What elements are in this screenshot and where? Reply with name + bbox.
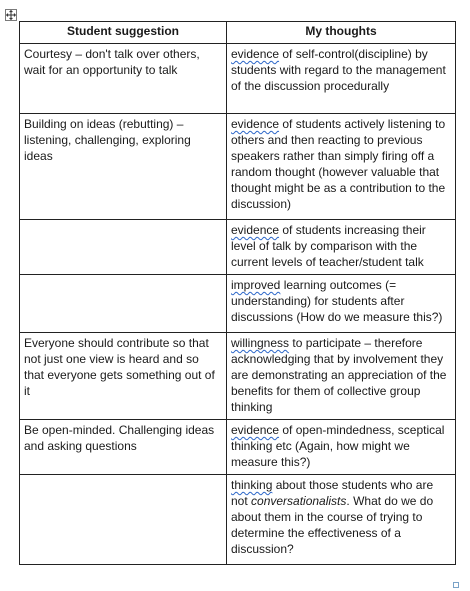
spelling-flagged-word: willingness: [231, 336, 290, 350]
suggestion-cell[interactable]: [20, 220, 227, 275]
header-student-suggestion: Student suggestion: [20, 22, 227, 44]
table-row: [20, 275, 456, 333]
spelling-flagged-word: evidence: [231, 423, 280, 437]
thought-cell[interactable]: [227, 275, 456, 333]
thought-cell[interactable]: [227, 333, 456, 420]
italic-term: conversationalists: [251, 494, 347, 508]
spelling-flagged-word: evidence: [231, 223, 280, 237]
thought-cell[interactable]: [227, 44, 456, 114]
spelling-flagged-word: thinking: [231, 478, 273, 492]
thought-text: learning outcomes (= understanding) for students after discussions (How do we measure this?): [231, 278, 443, 324]
thought-text: of students actively listening to others and then reacting to previous speakers rather than simply firing off a random thought (however valuable that thought might be as a contribution to the discussion): [231, 117, 446, 211]
spelling-flagged-word: evidence: [231, 47, 280, 61]
suggestion-cell[interactable]: [20, 275, 227, 333]
table-row: [20, 220, 456, 275]
spelling-flagged-word: improved: [231, 278, 281, 292]
suggestion-cell[interactable]: Building on ideas (rebutting) – listening, challenging, exploring ideas: [20, 114, 227, 220]
header-my-thoughts: My thoughts: [227, 22, 456, 44]
suggestion-cell[interactable]: Everyone should contribute so that not just one view is heard and so that everyone gets something out of it: [20, 333, 227, 420]
table-resize-handle[interactable]: [453, 582, 459, 588]
table-move-handle-icon[interactable]: [5, 9, 17, 21]
table-header-row: [20, 22, 456, 44]
table-row: [20, 475, 456, 565]
table-row: [20, 333, 456, 420]
suggestion-cell[interactable]: Be open-minded. Challenging ideas and asking questions: [20, 420, 227, 475]
thought-text: of open-mindedness, sceptical thinking etc (Again, how might we measure this?): [231, 423, 445, 469]
thought-text: of self-control(discipline) by students with regard to the management of the discussion procedurally: [231, 47, 446, 93]
suggestion-cell[interactable]: [20, 475, 227, 565]
thought-text: to participate – therefore acknowledging that by involvement they are demonstrating an appreciation of the benefits for them of collective group thinking: [231, 336, 447, 414]
table-row: [20, 420, 456, 475]
table-row: [20, 114, 456, 220]
thought-text: . What do we do about them in the course of trying to determine the effectiveness of a discussion?: [231, 494, 434, 556]
suggestion-cell[interactable]: Courtesy – don't talk over others, wait for an opportunity to talk: [20, 44, 227, 114]
thought-text: about those students who are not: [231, 478, 434, 508]
thought-cell[interactable]: [227, 420, 456, 475]
table-row: [20, 44, 456, 114]
suggestions-table: [19, 21, 456, 565]
thought-cell[interactable]: [227, 475, 456, 565]
thought-text: of students increasing their level of talk by comparison with the current levels of teacher/student talk: [231, 223, 426, 269]
spelling-flagged-word: evidence: [231, 117, 280, 131]
thought-cell[interactable]: [227, 220, 456, 275]
thought-cell[interactable]: [227, 114, 456, 220]
